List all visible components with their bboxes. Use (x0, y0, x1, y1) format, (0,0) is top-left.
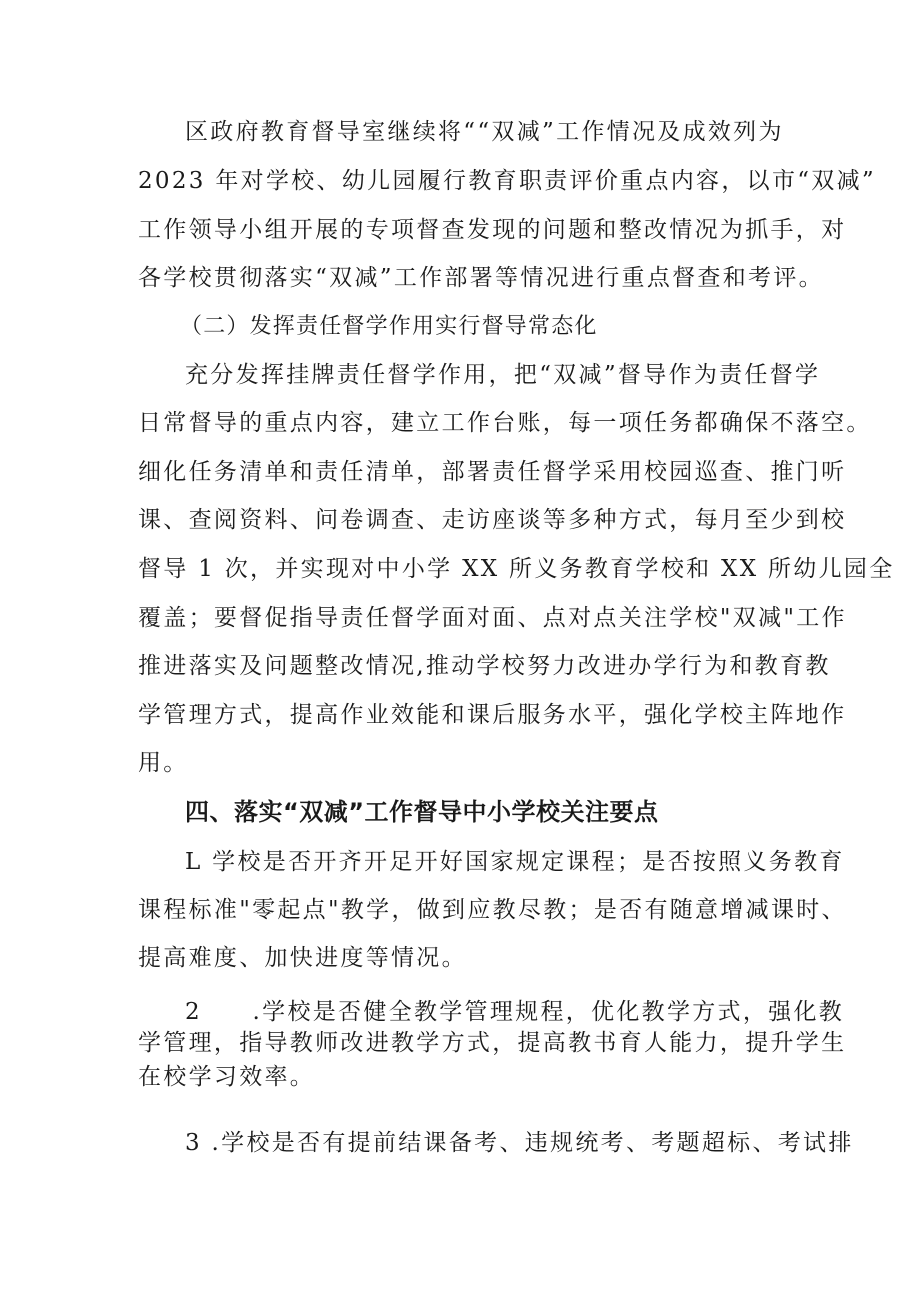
item-1-line-1: L 学校是否开齐开足开好国家规定课程；是否按照义务教育 (185, 849, 845, 875)
paragraph-1-line-4: 各学校贯彻落实“双减”工作部署等情况进行重点督查和考评。 (138, 265, 824, 291)
paragraph-2-line-1: 充分发挥挂牌责任督学作用，把“双减”督导作为责任督学 (185, 362, 821, 388)
item-3-line-1: 3 .学校是否有提前结课备考、违规统考、考题超标、考试排 (185, 1130, 854, 1156)
paragraph-1-line-1: 区政府教育督导室继续将““双减”工作情况及成效列为 (185, 119, 784, 145)
paragraph-2-line-5: 督导 1 次，并实现对中小学 XX 所义务教育学校和 XX 所幼儿园全 (138, 556, 895, 582)
item-1-line-2: 课程标准"零起点"教学，做到应教尽教；是否有随意增减课时、 (138, 897, 847, 923)
paragraph-2-line-3: 细化任务清单和责任清单，部署责任督学采用校园巡查、推门听 (138, 459, 847, 485)
section-subheading: （二）发挥责任督学作用实行督导常态化 (180, 314, 598, 339)
item-2-line-3: 在校学习效率。 (138, 1064, 316, 1090)
item-1-line-3: 提高难度、加快进度等情况。 (138, 945, 467, 971)
section-heading: 四、落实“双减”工作督导中小学校关注要点 (185, 798, 659, 826)
paragraph-1-line-2: 2023 年对学校、幼儿园履行教育职责评价重点内容，以市“双减” (138, 168, 876, 194)
paragraph-2-line-9: 用。 (138, 750, 189, 776)
paragraph-1-line-3: 工作领导小组开展的专项督查发现的问题和整改情况为抓手，对 (138, 217, 847, 243)
paragraph-2-line-2: 日常督导的重点内容，建立工作台账，每一项任务都确保不落空。 (138, 410, 872, 436)
item-2-line-1: 2 .学校是否健全教学管理规程，优化教学方式，强化教 (185, 999, 845, 1025)
paragraph-2-line-6: 覆盖；要督促指导责任督学面对面、点对点关注学校"双减"工作 (138, 605, 847, 631)
item-2-line-2: 学管理，指导教师改进教学方式，提高教书育人能力，提升学生 (138, 1030, 847, 1056)
paragraph-2-line-8: 学管理方式，提高作业效能和课后服务水平，强化学校主阵地作 (138, 702, 847, 728)
paragraph-2-line-7: 推进落实及问题整改情况,推动学校努力改进办学行为和教育教 (138, 653, 831, 679)
paragraph-2-line-4: 课、查阅资料、问卷调查、走访座谈等多种方式，每月至少到校 (138, 507, 847, 533)
